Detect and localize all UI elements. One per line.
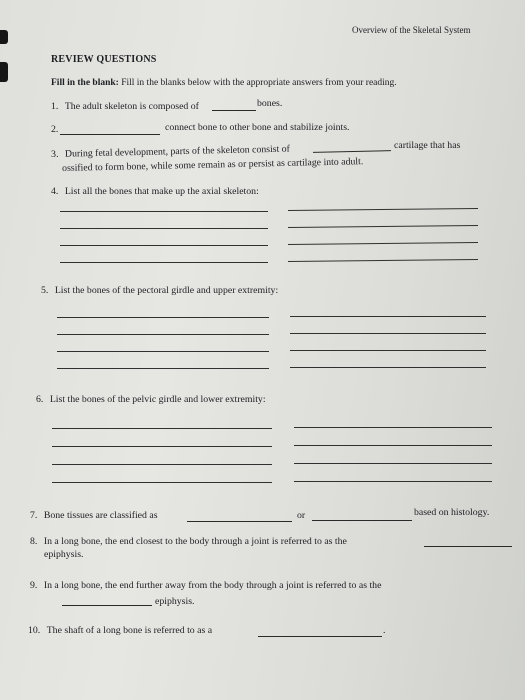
answer-blank[interactable] (62, 605, 152, 606)
question-number: 6. (36, 394, 44, 405)
question-text: In a long bone, the end further away from the body through a joint is referred to as the (43, 580, 382, 591)
binder-hole-mark (0, 62, 8, 82)
answer-line[interactable] (290, 316, 486, 317)
answer-line[interactable] (288, 259, 478, 262)
answer-blank[interactable] (212, 110, 256, 111)
answer-line[interactable] (60, 262, 268, 263)
answer-line[interactable] (294, 427, 492, 428)
page-header-title: Overview of the Skeletal System (352, 25, 471, 35)
question-text: List all the bones that make up the axial skeleton: (64, 186, 259, 197)
instructions (51, 78, 397, 88)
question-text: During fetal development, parts of the skeleton consist of (64, 143, 291, 160)
answer-line[interactable] (57, 334, 269, 335)
question-text: In a long bone, the end closest to the body through a joint is referred to as the (43, 536, 347, 547)
answer-line[interactable] (52, 482, 272, 483)
question-7 (30, 510, 158, 521)
section-title: REVIEW QUESTIONS (51, 54, 157, 65)
answer-line[interactable] (57, 368, 269, 369)
question-3 (51, 144, 290, 160)
question-9 (30, 580, 381, 591)
question-7-or: or (297, 510, 306, 521)
answer-blank[interactable] (313, 150, 391, 153)
question-4 (51, 186, 259, 197)
question-2-number: 2. (51, 124, 59, 135)
question-text: The adult skeleton is composed of (64, 101, 199, 112)
question-6 (36, 394, 266, 405)
question-3-continuation: ossified to form bone, while some remain as or persist as cartilage into adult. (62, 156, 364, 174)
question-9-suffix: epiphysis. (155, 596, 195, 607)
answer-blank[interactable] (258, 636, 382, 637)
question-1-suffix: bones. (257, 98, 283, 109)
answer-line[interactable] (294, 481, 492, 482)
answer-line[interactable] (60, 228, 268, 229)
question-number: 7. (30, 510, 38, 521)
binder-hole-mark (0, 30, 8, 44)
question-text: List the bones of the pelvic girdle and lower extremity: (49, 394, 266, 405)
question-text: Bone tissues are classified as (43, 510, 158, 521)
question-text: List the bones of the pectoral girdle and upper extremity: (54, 285, 279, 296)
question-number: 8. (30, 536, 38, 547)
answer-blank[interactable] (312, 520, 412, 521)
question-number: 10. (28, 625, 41, 636)
answer-line[interactable] (52, 428, 272, 429)
question-3-suffix: cartilage that has (394, 140, 461, 151)
answer-blank[interactable] (60, 134, 160, 135)
answer-line[interactable] (60, 211, 268, 212)
question-text: The shaft of a long bone is referred to as a (46, 625, 213, 636)
answer-blank[interactable] (424, 546, 512, 547)
answer-line[interactable] (52, 464, 272, 465)
answer-line[interactable] (57, 317, 269, 318)
question-8-continuation: epiphysis. (44, 549, 84, 560)
question-10-suffix: . (383, 625, 386, 636)
instructions-label: Fill in the blank: (51, 78, 119, 88)
answer-blank[interactable] (187, 521, 292, 522)
answer-line[interactable] (288, 225, 478, 228)
question-number: 9. (30, 580, 38, 591)
answer-line[interactable] (290, 350, 486, 351)
answer-line[interactable] (290, 367, 486, 368)
answer-line[interactable] (60, 245, 268, 246)
answer-line[interactable] (294, 463, 492, 464)
instructions-text: Fill in the blanks below with the appropriate answers from your reading. (118, 78, 397, 88)
answer-line[interactable] (294, 445, 492, 446)
question-8 (30, 536, 347, 547)
question-number: 3. (51, 148, 59, 160)
question-7-suffix: based on histology. (414, 507, 490, 518)
question-number: 4. (51, 186, 59, 197)
answer-line[interactable] (288, 242, 478, 245)
answer-line[interactable] (290, 333, 486, 334)
question-1 (51, 101, 199, 112)
question-10 (28, 625, 212, 636)
answer-line[interactable] (288, 208, 478, 211)
question-5 (41, 285, 278, 296)
question-2-text: connect bone to other bone and stabilize joints. (165, 122, 350, 133)
question-number: 1. (51, 101, 59, 112)
question-number: 5. (41, 285, 49, 296)
answer-line[interactable] (57, 351, 269, 352)
answer-line[interactable] (52, 446, 272, 447)
